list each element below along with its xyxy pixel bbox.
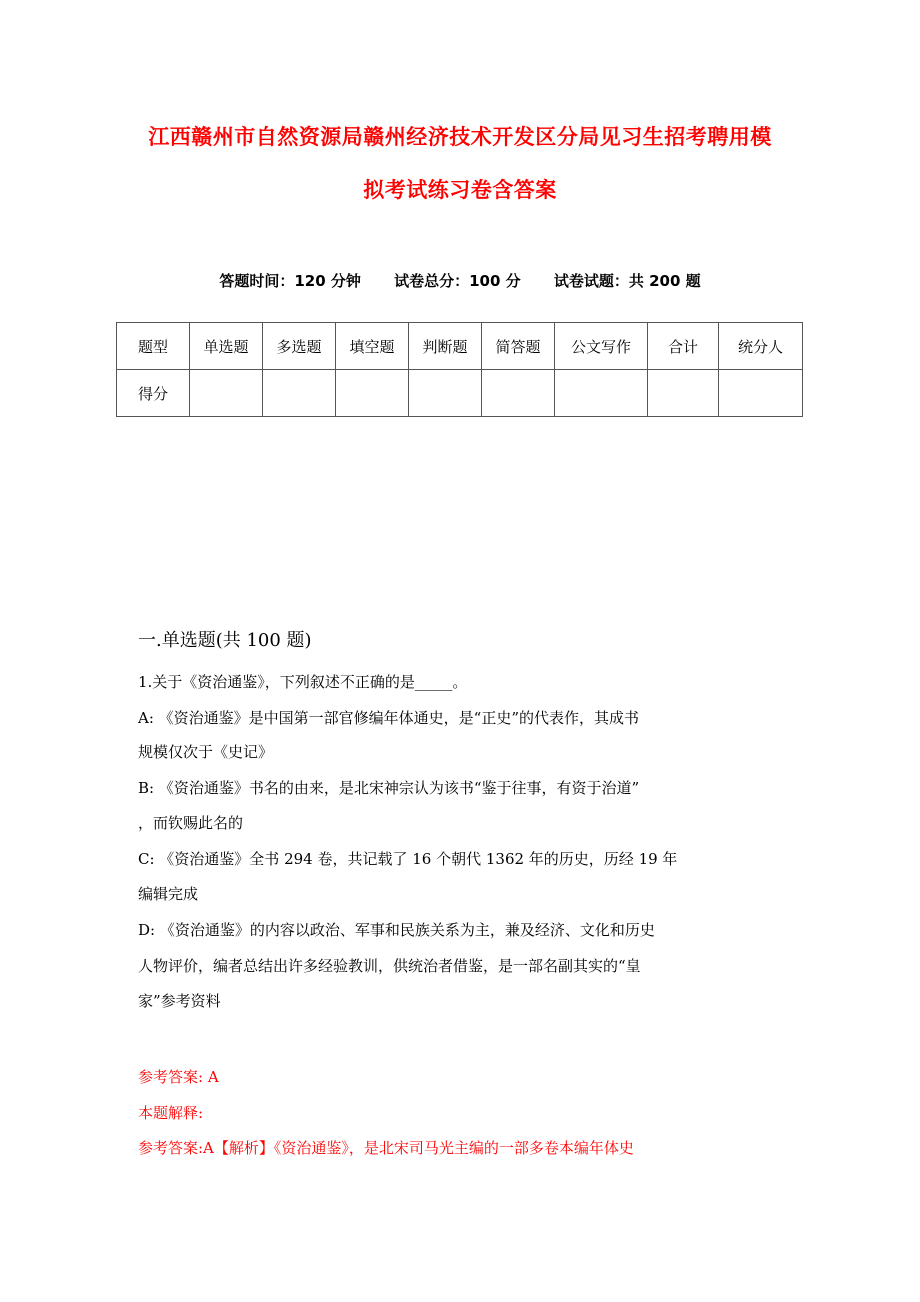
- section-title: 一.单选题(共 100 题): [138, 630, 312, 651]
- document-title-line-1: 江西赣州市自然资源局赣州经济技术开发区分局见习生招考聘用模: [148, 125, 772, 149]
- option-d-line-2: 人物评价，编者总结出许多经验教训，供统治者借鉴，是一部名副其实的“皇: [138, 957, 641, 975]
- header-cell: 简答题: [482, 323, 555, 370]
- score-table: [116, 322, 803, 417]
- question-stem: 1.关于《资治通鉴》，下列叙述不正确的是_____。: [138, 673, 468, 691]
- header-cell: 合计: [648, 323, 719, 370]
- option-a-line-2: 规模仅次于《史记》: [138, 743, 274, 761]
- explanation-label: 本题解释:: [138, 1104, 204, 1122]
- score-cell: [190, 370, 263, 417]
- header-cell: 判断题: [409, 323, 482, 370]
- exam-meta: [0, 270, 920, 291]
- score-cell: [263, 370, 336, 417]
- score-cell: [482, 370, 555, 417]
- score-cell: [409, 370, 482, 417]
- exam-time: 答题时间：120 分钟: [219, 272, 361, 290]
- score-table-header-row: [117, 323, 803, 370]
- header-cell: 公文写作: [555, 323, 648, 370]
- score-cell: [555, 370, 648, 417]
- option-a-line-1: A: 《资治通鉴》是中国第一部官修编年体通史，是“正史”的代表作，其成书: [138, 709, 639, 727]
- exam-total-score: 试卷总分：100 分: [394, 272, 521, 290]
- option-b-line-1: B: 《资治通鉴》书名的由来，是北宋神宗认为该书“鉴于往事，有资于治道”: [138, 779, 640, 797]
- option-c-line-1: C: 《资治通鉴》全书 294 卷，共记载了 16 个朝代 1362 年的历史，历经 19 年: [138, 850, 678, 868]
- score-cell: [336, 370, 409, 417]
- header-cell: 多选题: [263, 323, 336, 370]
- option-d-line-1: D: 《资治通鉴》的内容以政治、军事和民族关系为主，兼及经济、文化和历史: [138, 921, 655, 939]
- option-b-line-2: ，而钦赐此名的: [138, 814, 244, 832]
- header-cell: 单选题: [190, 323, 263, 370]
- reference-answer: 参考答案: A: [138, 1068, 219, 1086]
- score-cell: [648, 370, 719, 417]
- header-cell: 填空题: [336, 323, 409, 370]
- score-cell: [719, 370, 803, 417]
- option-c-line-2: 编辑完成: [138, 885, 199, 903]
- option-d-line-3: 家”参考资料: [138, 992, 221, 1010]
- row-label-cell: 得分: [117, 370, 190, 417]
- header-cell: 题型: [117, 323, 190, 370]
- exam-question-count: 试卷试题：共 200 题: [553, 272, 701, 290]
- header-cell: 统分人: [719, 323, 803, 370]
- score-table-score-row: [117, 370, 803, 417]
- explanation-text: 参考答案:A【解析】《资治通鉴》，是北宋司马光主编的一部多卷本编年体史: [138, 1139, 634, 1157]
- document-title-line-2: 拟考试练习卷含答案: [363, 178, 557, 202]
